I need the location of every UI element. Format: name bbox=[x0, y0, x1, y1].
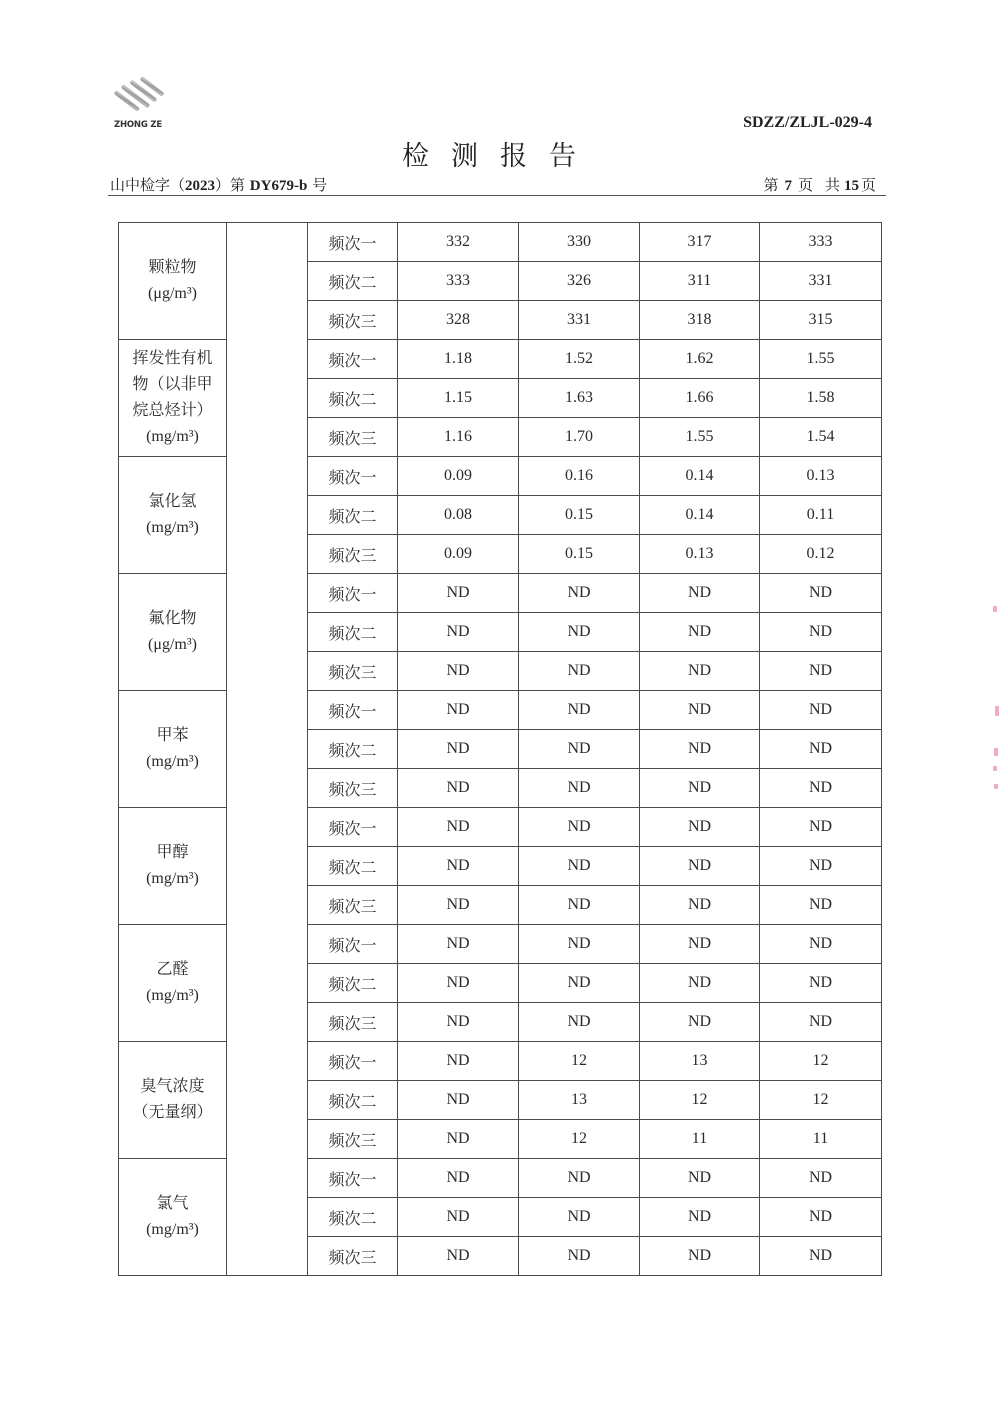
value-cell: 0.14 bbox=[640, 496, 760, 535]
value-cell: ND bbox=[519, 925, 640, 964]
test-item-name-line: 物（以非甲 bbox=[132, 376, 213, 393]
value-cell: ND bbox=[760, 886, 882, 925]
report-id: DY679-b bbox=[249, 178, 308, 194]
test-item-name: 氯化氢 bbox=[148, 493, 197, 510]
frequency-cell: 频次三 bbox=[308, 652, 398, 691]
value-cell: 0.14 bbox=[640, 457, 760, 496]
value-cell: ND bbox=[398, 769, 519, 808]
value-cell: ND bbox=[640, 730, 760, 769]
test-item-name-line: 烷总烃计） bbox=[132, 402, 213, 419]
frequency-cell: 频次一 bbox=[308, 574, 398, 613]
value-cell: 331 bbox=[760, 262, 882, 301]
value-cell: 318 bbox=[640, 301, 760, 340]
frequency-cell: 频次三 bbox=[308, 418, 398, 457]
value-cell: 11 bbox=[760, 1120, 882, 1159]
frequency-cell: 频次二 bbox=[308, 262, 398, 301]
frequency-cell: 频次一 bbox=[308, 340, 398, 379]
test-item-cell bbox=[119, 223, 227, 340]
value-cell: 0.12 bbox=[760, 535, 882, 574]
seal-mark bbox=[993, 766, 997, 771]
value-cell: ND bbox=[398, 808, 519, 847]
page-total-prefix: 共 bbox=[824, 176, 840, 194]
value-cell: ND bbox=[760, 769, 882, 808]
value-cell: 11 bbox=[640, 1120, 760, 1159]
page-title: 检测报告 bbox=[402, 141, 598, 172]
frequency-cell: 频次二 bbox=[308, 379, 398, 418]
seal-mark bbox=[994, 784, 998, 789]
report-number-suffix: 号 bbox=[307, 176, 328, 194]
frequency-cell: 频次二 bbox=[308, 964, 398, 1003]
frequency-cell: 频次三 bbox=[308, 1120, 398, 1159]
value-cell: ND bbox=[398, 886, 519, 925]
value-cell: 0.13 bbox=[640, 535, 760, 574]
seal-mark bbox=[993, 606, 997, 612]
value-cell: 0.15 bbox=[519, 496, 640, 535]
frequency-cell: 频次三 bbox=[308, 886, 398, 925]
value-cell: 332 bbox=[398, 223, 519, 262]
value-cell: ND bbox=[760, 847, 882, 886]
value-cell: 1.55 bbox=[760, 340, 882, 379]
table-row bbox=[119, 223, 882, 262]
page-total-suffix: 页 bbox=[860, 176, 876, 194]
value-cell: ND bbox=[398, 613, 519, 652]
page-total: 15 bbox=[843, 178, 859, 194]
test-item-name: 甲醇 bbox=[156, 844, 189, 861]
value-cell: ND bbox=[398, 652, 519, 691]
test-item-unit: (mg/m³) bbox=[146, 870, 199, 887]
value-cell: 12 bbox=[760, 1042, 882, 1081]
value-cell: ND bbox=[760, 1003, 882, 1042]
value-cell: 1.54 bbox=[760, 418, 882, 457]
value-cell: ND bbox=[519, 847, 640, 886]
value-cell: ND bbox=[398, 1042, 519, 1081]
value-cell: 0.09 bbox=[398, 457, 519, 496]
value-cell: ND bbox=[760, 574, 882, 613]
value-cell: ND bbox=[519, 691, 640, 730]
value-cell: ND bbox=[760, 1159, 882, 1198]
value-cell: ND bbox=[519, 886, 640, 925]
value-cell: 0.09 bbox=[398, 535, 519, 574]
test-item-name: 甲苯 bbox=[156, 727, 189, 744]
value-cell: ND bbox=[398, 691, 519, 730]
value-cell: ND bbox=[640, 925, 760, 964]
value-cell: 311 bbox=[640, 262, 760, 301]
value-cell: ND bbox=[398, 1081, 519, 1120]
value-cell: ND bbox=[519, 730, 640, 769]
value-cell: ND bbox=[519, 1237, 640, 1276]
test-item-unit: (μg/m³) bbox=[148, 636, 197, 653]
value-cell: 1.18 bbox=[398, 340, 519, 379]
value-cell: ND bbox=[640, 1237, 760, 1276]
report-number-mid: ）第 bbox=[215, 176, 250, 194]
value-cell: ND bbox=[398, 1003, 519, 1042]
value-cell: ND bbox=[760, 652, 882, 691]
frequency-cell: 频次三 bbox=[308, 1237, 398, 1276]
value-cell: 330 bbox=[519, 223, 640, 262]
value-cell: ND bbox=[398, 847, 519, 886]
frequency-cell: 频次一 bbox=[308, 1159, 398, 1198]
value-cell: 13 bbox=[519, 1081, 640, 1120]
value-cell: 0.15 bbox=[519, 535, 640, 574]
value-cell: 1.55 bbox=[640, 418, 760, 457]
value-cell: 13 bbox=[640, 1042, 760, 1081]
test-item-unit: (mg/m³) bbox=[146, 428, 199, 445]
page-indicator bbox=[763, 174, 876, 195]
document-code: SDZZ/ZLJL-029-4 bbox=[743, 114, 872, 131]
value-cell: 12 bbox=[760, 1081, 882, 1120]
value-cell: 0.08 bbox=[398, 496, 519, 535]
value-cell: ND bbox=[760, 613, 882, 652]
logo-stripes-icon bbox=[108, 76, 168, 120]
value-cell: ND bbox=[640, 964, 760, 1003]
value-cell: 12 bbox=[519, 1042, 640, 1081]
value-cell: 331 bbox=[519, 301, 640, 340]
test-item-name-line: 挥发性有机 bbox=[132, 350, 213, 367]
test-item-cell bbox=[119, 1159, 227, 1276]
page-mid: 页 bbox=[797, 176, 813, 194]
value-cell: ND bbox=[760, 691, 882, 730]
page-prefix: 第 bbox=[763, 176, 779, 194]
logo-text: ZHONG ZE bbox=[114, 120, 162, 130]
test-item-name: 氯气 bbox=[156, 1195, 189, 1212]
test-results-table bbox=[118, 222, 882, 1276]
value-cell: ND bbox=[398, 1237, 519, 1276]
value-cell: ND bbox=[398, 925, 519, 964]
test-item-unit: (mg/m³) bbox=[146, 519, 199, 536]
frequency-cell: 频次三 bbox=[308, 301, 398, 340]
test-item-unit: (mg/m³) bbox=[146, 1221, 199, 1238]
frequency-cell: 频次一 bbox=[308, 1042, 398, 1081]
frequency-cell: 频次三 bbox=[308, 769, 398, 808]
value-cell: ND bbox=[640, 847, 760, 886]
value-cell: ND bbox=[640, 1159, 760, 1198]
value-cell: ND bbox=[519, 652, 640, 691]
test-item-unit: (μg/m³) bbox=[148, 285, 197, 302]
value-cell: 328 bbox=[398, 301, 519, 340]
report-number bbox=[110, 174, 327, 195]
value-cell: ND bbox=[519, 574, 640, 613]
test-item-name: 氟化物 bbox=[148, 610, 197, 627]
value-cell: ND bbox=[519, 964, 640, 1003]
value-cell: ND bbox=[398, 1120, 519, 1159]
frequency-cell: 频次二 bbox=[308, 613, 398, 652]
test-item-cell bbox=[119, 691, 227, 808]
frequency-cell: 频次二 bbox=[308, 847, 398, 886]
frequency-cell: 频次二 bbox=[308, 1198, 398, 1237]
value-cell: ND bbox=[640, 886, 760, 925]
frequency-cell: 频次一 bbox=[308, 223, 398, 262]
value-cell: 1.58 bbox=[760, 379, 882, 418]
value-cell: ND bbox=[398, 1159, 519, 1198]
value-cell: 1.63 bbox=[519, 379, 640, 418]
value-cell: ND bbox=[519, 1198, 640, 1237]
value-cell: 12 bbox=[640, 1081, 760, 1120]
test-item-unit: (mg/m³) bbox=[146, 987, 199, 1004]
test-item-name: 颗粒物 bbox=[148, 259, 197, 276]
value-cell: ND bbox=[640, 652, 760, 691]
value-cell: ND bbox=[398, 964, 519, 1003]
seal-mark bbox=[994, 748, 998, 756]
value-cell: 0.13 bbox=[760, 457, 882, 496]
value-cell: ND bbox=[640, 613, 760, 652]
value-cell: 1.66 bbox=[640, 379, 760, 418]
value-cell: ND bbox=[398, 730, 519, 769]
value-cell: ND bbox=[640, 1003, 760, 1042]
frequency-cell: 频次一 bbox=[308, 457, 398, 496]
test-item-cell bbox=[119, 340, 227, 457]
value-cell: ND bbox=[519, 769, 640, 808]
report-year: 2023 bbox=[185, 178, 216, 194]
value-cell: 333 bbox=[760, 223, 882, 262]
value-cell: 1.70 bbox=[519, 418, 640, 457]
value-cell: ND bbox=[519, 1159, 640, 1198]
value-cell: 317 bbox=[640, 223, 760, 262]
value-cell: 1.62 bbox=[640, 340, 760, 379]
value-cell: ND bbox=[760, 808, 882, 847]
frequency-cell: 频次二 bbox=[308, 1081, 398, 1120]
test-item-name: 乙醛 bbox=[156, 961, 189, 978]
frequency-cell: 频次二 bbox=[308, 496, 398, 535]
value-cell: ND bbox=[398, 574, 519, 613]
page-current: 7 bbox=[784, 178, 792, 194]
value-cell: 0.16 bbox=[519, 457, 640, 496]
value-cell: ND bbox=[519, 808, 640, 847]
value-cell: ND bbox=[760, 964, 882, 1003]
frequency-cell: 频次三 bbox=[308, 535, 398, 574]
test-item-cell bbox=[119, 925, 227, 1042]
value-cell: ND bbox=[398, 1198, 519, 1237]
value-cell: ND bbox=[760, 730, 882, 769]
value-cell: ND bbox=[640, 574, 760, 613]
value-cell: 1.15 bbox=[398, 379, 519, 418]
value-cell: 12 bbox=[519, 1120, 640, 1159]
value-cell: 315 bbox=[760, 301, 882, 340]
frequency-cell: 频次一 bbox=[308, 808, 398, 847]
frequency-cell: 频次一 bbox=[308, 925, 398, 964]
frequency-cell: 频次一 bbox=[308, 691, 398, 730]
seal-mark bbox=[995, 706, 999, 716]
frequency-cell: 频次三 bbox=[308, 1003, 398, 1042]
value-cell: ND bbox=[640, 1198, 760, 1237]
header-divider bbox=[108, 195, 886, 196]
value-cell: ND bbox=[519, 1003, 640, 1042]
value-cell: ND bbox=[640, 808, 760, 847]
report-number-prefix: 山中检字（ bbox=[110, 176, 186, 194]
value-cell: ND bbox=[760, 1198, 882, 1237]
value-cell: 326 bbox=[519, 262, 640, 301]
value-cell: ND bbox=[640, 691, 760, 730]
value-cell: 333 bbox=[398, 262, 519, 301]
value-cell: 1.52 bbox=[519, 340, 640, 379]
test-item-cell bbox=[119, 1042, 227, 1159]
test-item-cell bbox=[119, 574, 227, 691]
company-logo bbox=[108, 76, 168, 132]
test-item-cell bbox=[119, 808, 227, 925]
value-cell: 0.11 bbox=[760, 496, 882, 535]
test-item-unit: （无量纲） bbox=[132, 1104, 213, 1121]
test-item-name: 臭气浓度 bbox=[140, 1078, 205, 1095]
value-cell: 1.16 bbox=[398, 418, 519, 457]
test-item-cell bbox=[119, 457, 227, 574]
value-cell: ND bbox=[640, 769, 760, 808]
blank-merged-cell bbox=[227, 223, 308, 1276]
value-cell: ND bbox=[760, 925, 882, 964]
test-item-unit: (mg/m³) bbox=[146, 753, 199, 770]
value-cell: ND bbox=[519, 613, 640, 652]
value-cell: ND bbox=[760, 1237, 882, 1276]
frequency-cell: 频次二 bbox=[308, 730, 398, 769]
